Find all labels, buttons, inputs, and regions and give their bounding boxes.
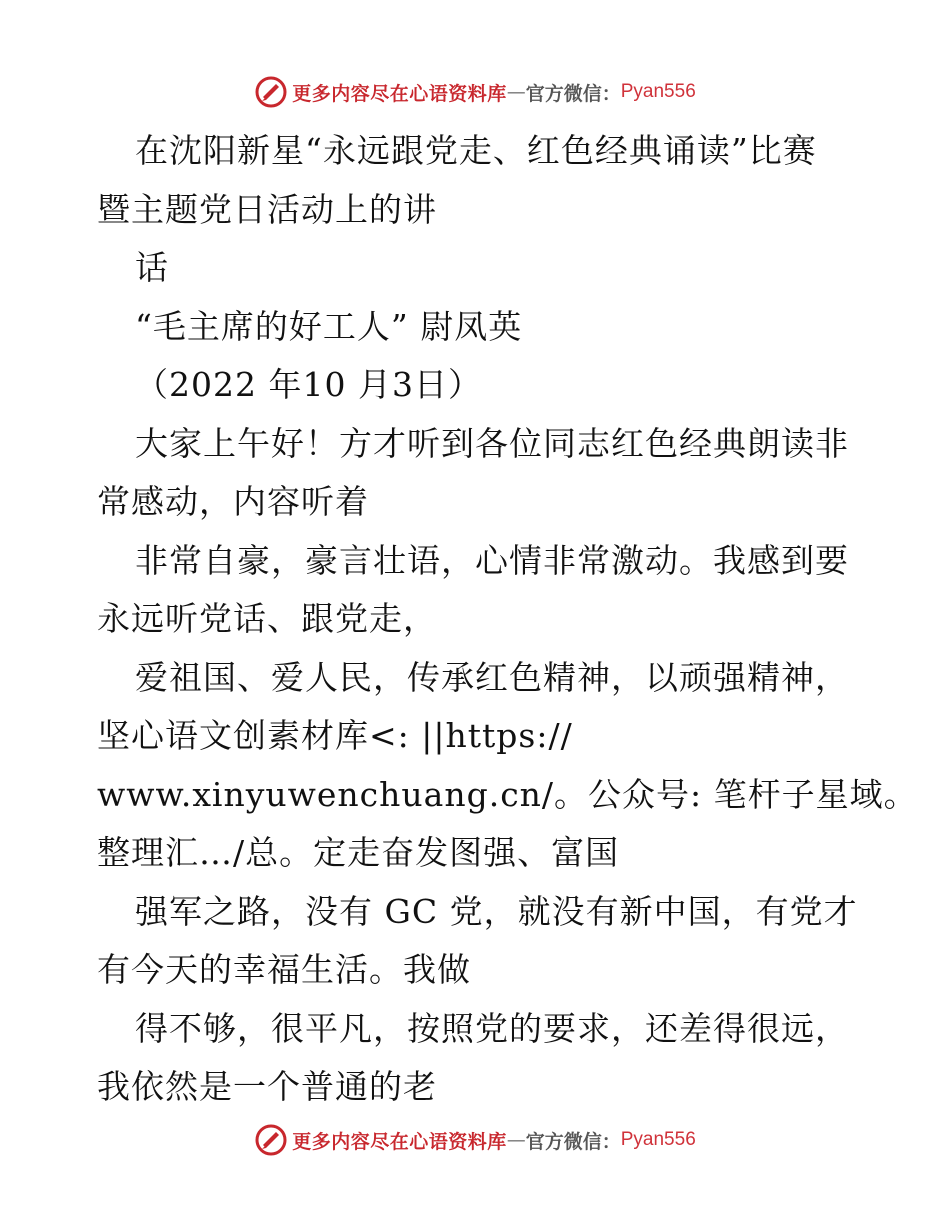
header-watermark (0, 72, 950, 112)
text-line: （2022 年10 月3日） (135, 365, 482, 404)
text-line: 爱祖国、爱人民，传承红色精神，以顽强精神， (135, 657, 849, 697)
text-line: 话 (135, 248, 169, 287)
logo-icon (254, 1123, 288, 1157)
text-line: 永远听党话、跟党走， (97, 599, 437, 638)
watermark-text: 更多内容尽在心语资料库 (292, 82, 507, 105)
text-line: 有今天的幸福生活。我做 (97, 950, 471, 989)
text-line: 在沈阳新星“永远跟党走、红色经典诵读”比赛 (135, 131, 817, 170)
footer-watermark (0, 1120, 950, 1160)
watermark-wechat-id: Pyan556 (620, 81, 696, 102)
text-line: 常感动，内容听着 (97, 482, 369, 521)
text-line: 暨主题党日活动上的讲 (97, 189, 437, 229)
text-line: “毛主席的好工人” 尉凤英 (135, 306, 523, 346)
document-body (97, 122, 918, 1117)
text-line: 非常自豪，豪言壮语，心情非常激动。我感到要 (135, 540, 849, 580)
logo-icon (254, 75, 288, 109)
watermark-separator: — (506, 1129, 526, 1151)
text-line: 强军之路，没有 GC 党，就没有新中国，有党才 (135, 891, 858, 931)
text-line: 整理汇…/总。定走奋发图强、富国 (97, 833, 620, 872)
watermark-wechat-label: 官方微信： (525, 82, 621, 105)
watermark-separator: — (506, 81, 526, 103)
text-line: 我依然是一个普通的老 (97, 1067, 437, 1106)
text-line: 得不够，很平凡，按照党的要求，还差得很远， (135, 1008, 849, 1048)
text-line: 大家上午好！方才听到各位同志红色经典朗读非 (135, 423, 849, 463)
watermark-wechat-id: Pyan556 (620, 1129, 696, 1150)
text-line: 坚心语文创素材库<: ||https:// (97, 716, 573, 755)
text-line: www.xinyuwenchuang.cn/。公众号: 笔杆子星域。 (97, 774, 918, 814)
watermark-wechat-label: 官方微信： (525, 1130, 621, 1153)
watermark-text: 更多内容尽在心语资料库 (292, 1130, 507, 1153)
